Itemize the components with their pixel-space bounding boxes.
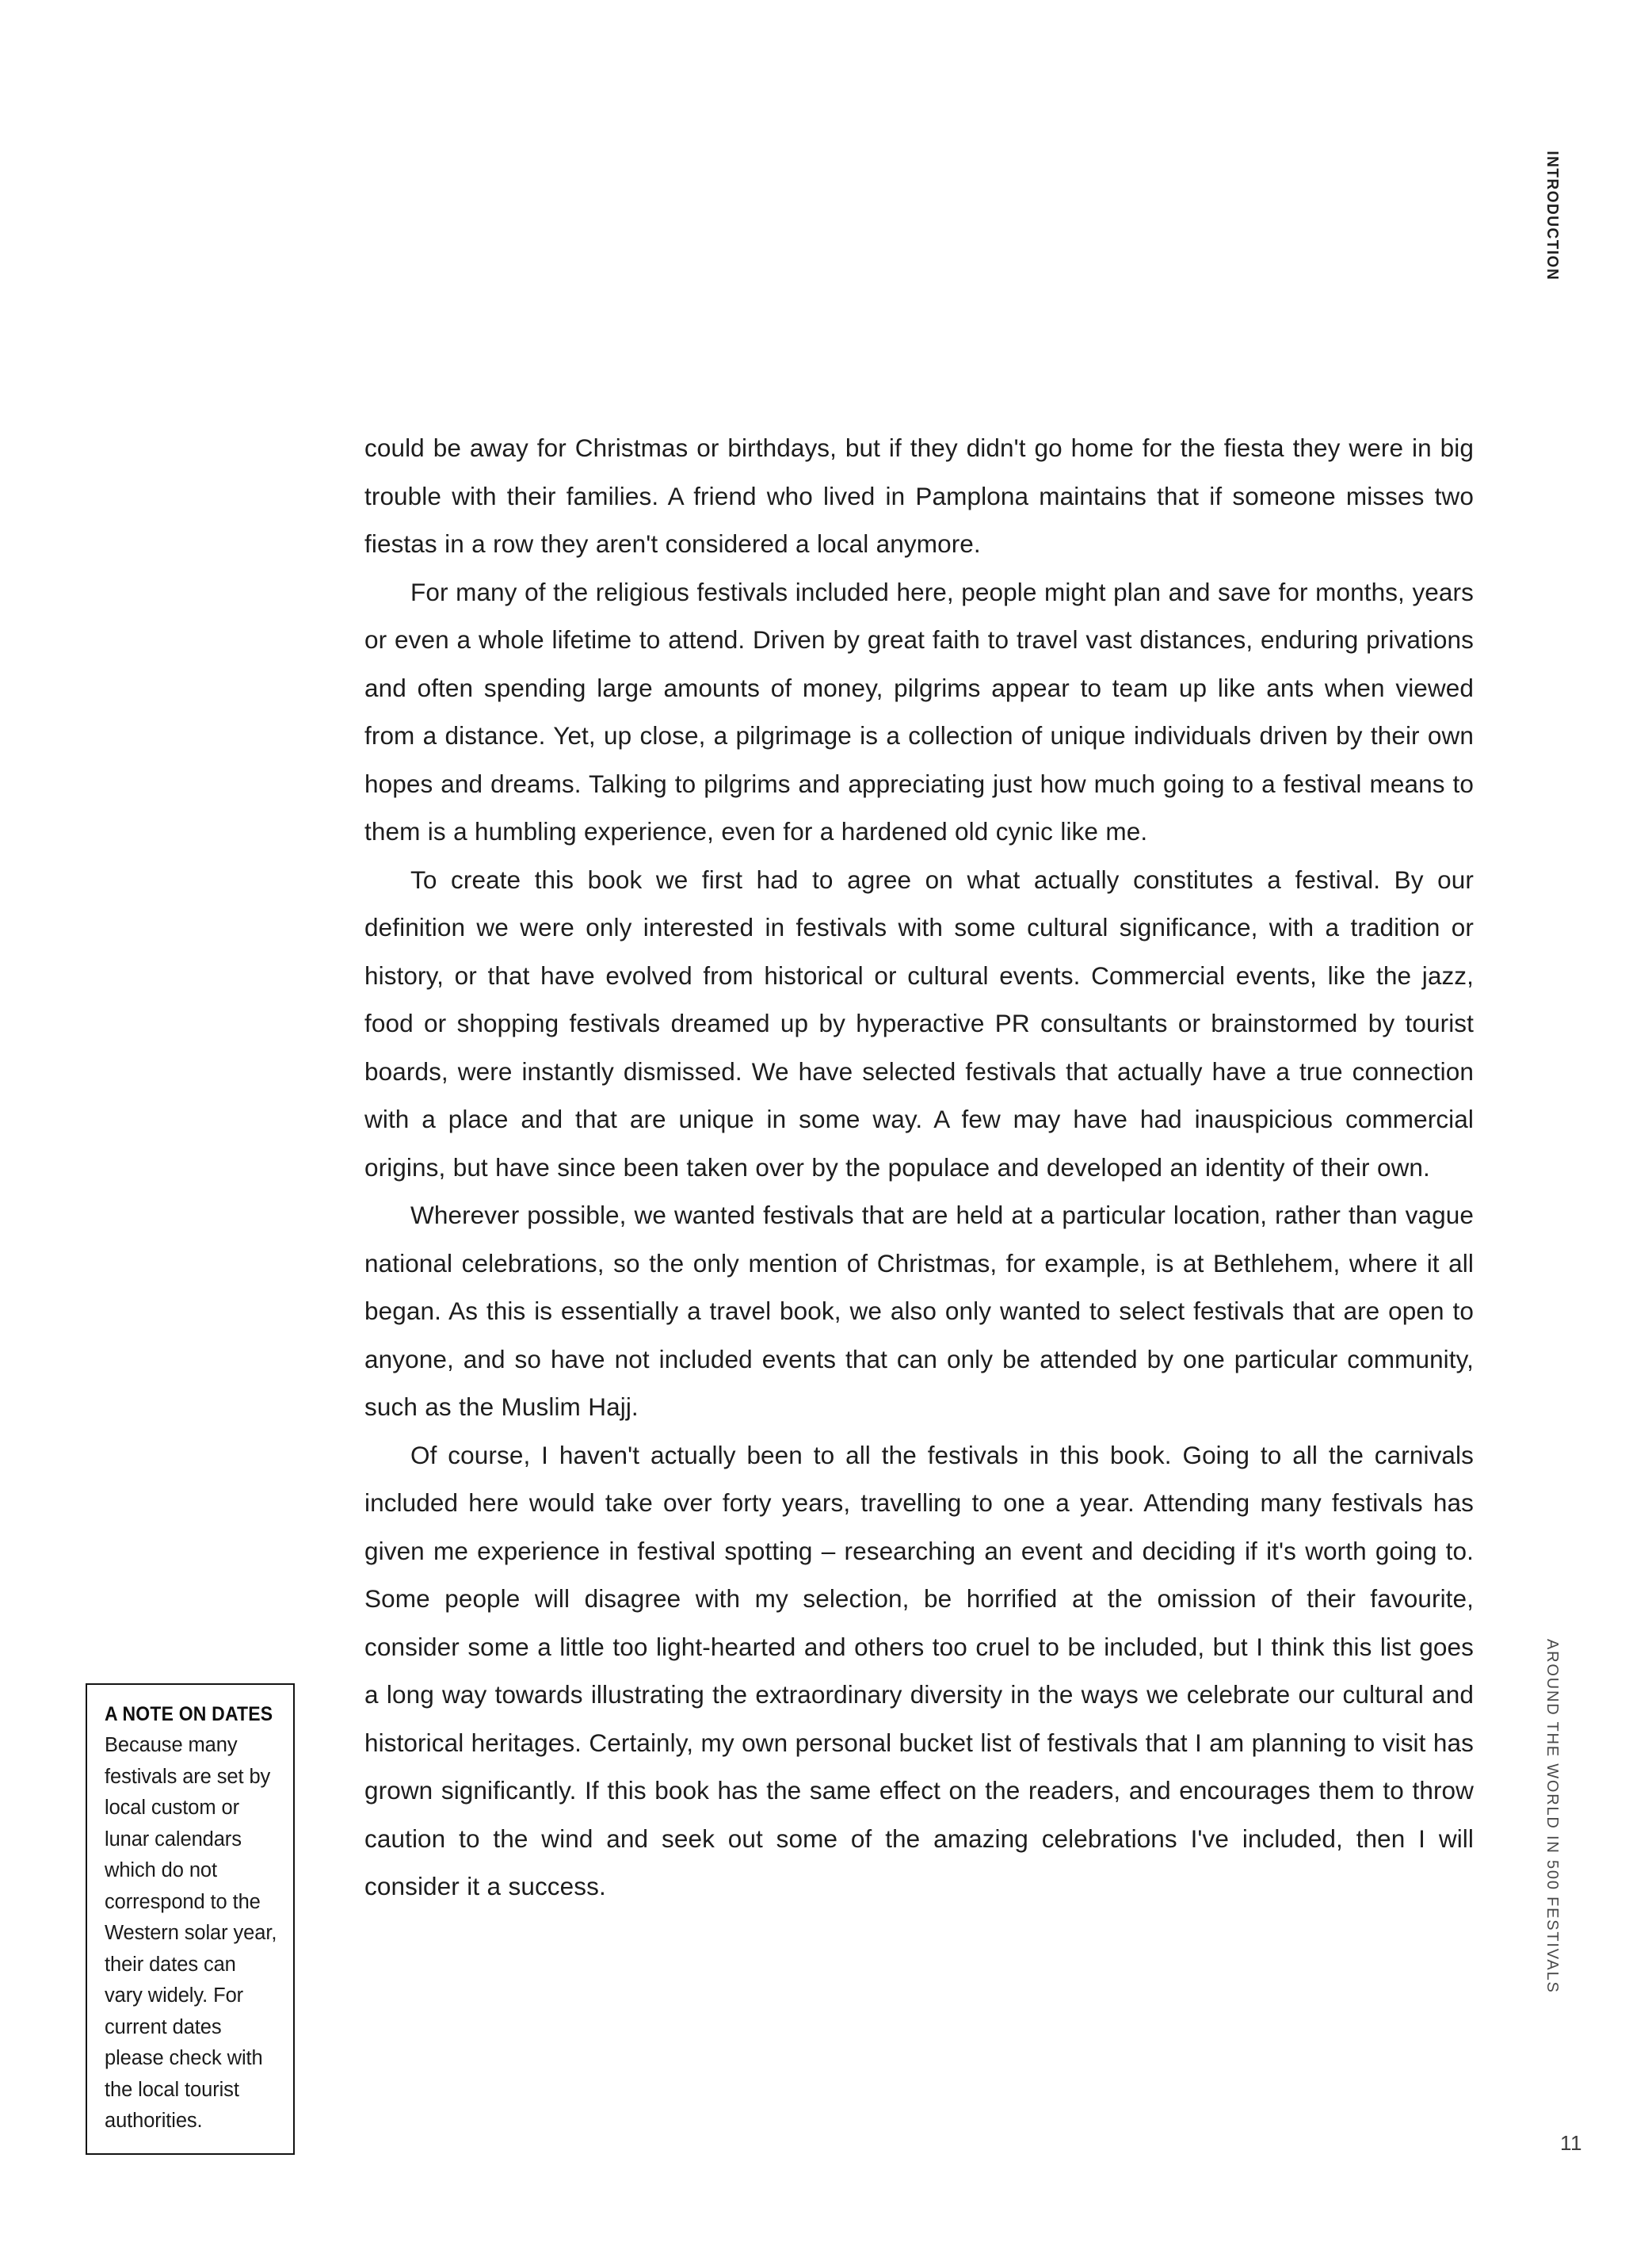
paragraph: Of course, I haven't actually been to all the festivals in this book. Going to all the carnivals included here would take over forty years, travelling to one a year. Attending many festivals has given me experience in festival spotting – researching an event and deciding if it's worth going to. Some people will disagree with my selection, be horrified at the omission of their favourite, consider some a little too light-hearted and others too cruel to be included, but I think this list goes a long way towards illustrating the extraordinary diversity in the ways we celebrate our cultural and historical heritages. Certainly, my own personal bucket list of festivals that I am planning to visit has grown significantly. If this book has the same effect on the readers, and encourages them to throw caution to the wind and seek out some of the amazing celebrations I've included, then I will consider it a success. xyxy=(364,1440,1474,1900)
side-note-box xyxy=(86,1683,295,2155)
side-note-heading: A NOTE ON DATES xyxy=(105,1703,273,1725)
side-note-text: Because many festivals are set by local custom or lunar calendars which do not correspond to the Western solar year, their dates can vary widely. For current dates please check with the local tourist authorities. xyxy=(105,1734,277,2132)
page-number: 11 xyxy=(1560,2131,1582,2155)
paragraph: To create this book we first had to agree on what actually constitutes a festival. By our definition we were only interested in festivals with some cultural significance, with a tradition or history, or that have evolved from historical or cultural events. Commercial events, like the jazz, food or shopping festivals dreamed up by hyperactive PR consultants or brainstormed by tourist boards, were instantly dismissed. We have selected festivals that actually have a true connection with a place and that are unique in some way. A few may have had inauspicious commercial origins, but have since been taken over by the populace and developed an identity of their own. xyxy=(364,865,1474,1182)
paragraph: For many of the religious festivals included here, people might plan and save for months, years or even a whole lifetime to attend. Driven by great faith to travel vast distances, enduring privations and often spending large amounts of money, pilgrims appear to team up like ants when viewed from a distance. Yet, up close, a pilgrimage is a collection of unique individuals driven by their own hopes and dreams. Talking to pilgrims and appreciating just how much going to a festival means to them is a humbling experience, even for a hardened old cynic like me. xyxy=(364,577,1474,846)
running-head-section: INTRODUCTION xyxy=(1543,151,1561,281)
body-text-column xyxy=(364,424,1474,1911)
paragraph: Wherever possible, we wanted festivals that are held at a particular location, rather than vague national celebrations, so the only mention of Christmas, for example, is at Bethlehem, where it all began. As this is essentially a travel book, we also only wanted to select festivals that are open to anyone, and so have not included events that can only be attended by one particular community, such as the Muslim Hajj. xyxy=(364,1201,1474,1421)
running-head-book-title: AROUND THE WORLD IN 500 FESTIVALS xyxy=(1543,1639,1561,1994)
paragraph: could be away for Christmas or birthdays, but if they didn't go home for the fiesta they were in big trouble with their families. A friend who lived in Pamplona maintains that if someone misses two fiestas in a row they aren't considered a local anymore. xyxy=(364,434,1474,558)
